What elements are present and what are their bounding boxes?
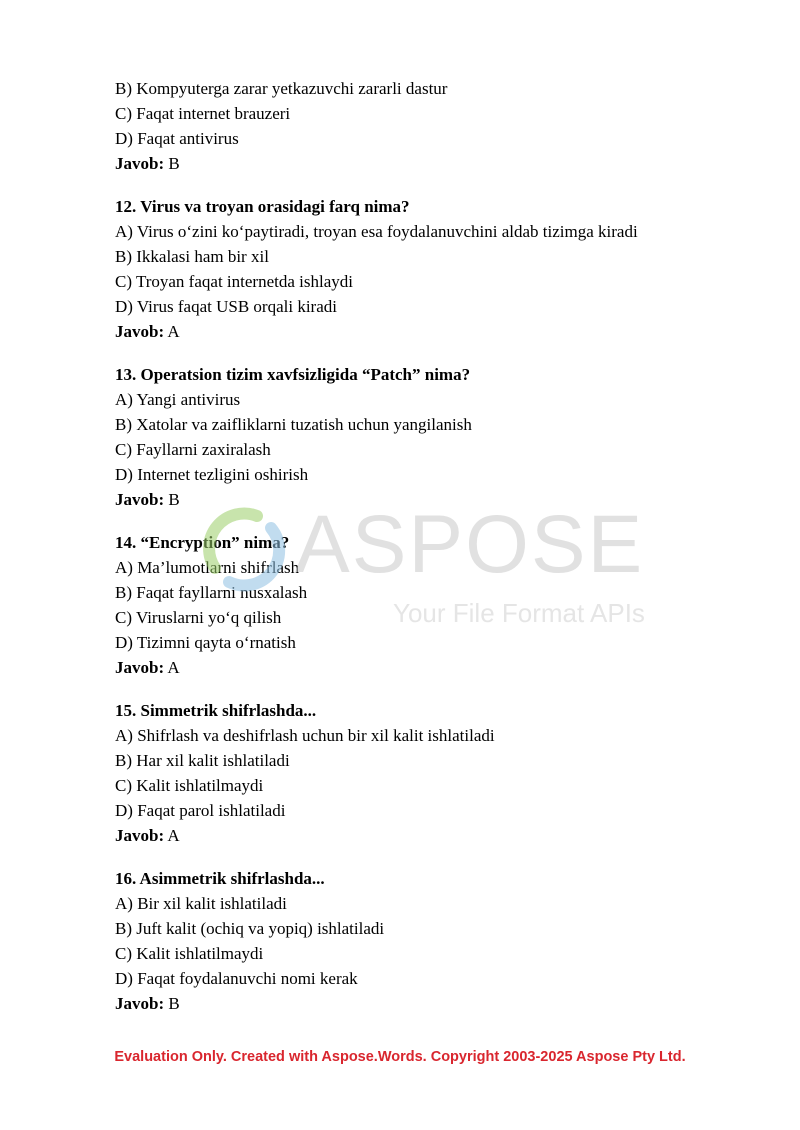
answer-value: B bbox=[164, 994, 180, 1013]
answer-value: A bbox=[164, 826, 180, 845]
option-b: B) Kompyuterga zarar yetkazuvchi zararli dastur bbox=[115, 79, 448, 98]
question-title: 16. Asimmetrik shifrlashda... bbox=[115, 869, 325, 888]
option-a: A) Yangi antivirus bbox=[115, 390, 241, 409]
option-d: D) Tizimni qayta o‘rnatish bbox=[115, 633, 296, 652]
answer-line bbox=[115, 991, 735, 1016]
option-a: A) Shifrlash va deshifrlash uchun bir xil kalit ishlatiladi bbox=[115, 726, 495, 745]
option-c: C) Viruslarni yo‘q qilish bbox=[115, 608, 282, 627]
option-d: D) Internet tezligini oshirish bbox=[115, 465, 309, 484]
watermark-brand: ASPOSE bbox=[295, 499, 645, 590]
answer-value: A bbox=[164, 658, 180, 677]
answer-label: Javob: bbox=[115, 154, 165, 173]
option-c: C) Troyan faqat internetda ishlaydi bbox=[115, 272, 353, 291]
question-13 bbox=[115, 362, 735, 512]
question-title: 12. Virus va troyan orasidagi farq nima? bbox=[115, 197, 410, 216]
option-b: B) Ikkalasi ham bir xil bbox=[115, 247, 269, 266]
option-b: B) Juft kalit (ochiq va yopiq) ishlatiladi bbox=[115, 919, 385, 938]
answer-label: Javob: bbox=[115, 322, 165, 341]
question-16 bbox=[115, 866, 735, 1016]
answer-line bbox=[115, 151, 735, 176]
option-a: A) Ma’lumotlarni shifrlash bbox=[115, 558, 300, 577]
continued-question bbox=[115, 76, 735, 176]
answer-label: Javob: bbox=[115, 658, 165, 677]
question-title: 13. Operatsion tizim xavfsizligida “Patch” nima? bbox=[115, 365, 471, 384]
answer-value: A bbox=[164, 322, 180, 341]
option-b: B) Har xil kalit ishlatiladi bbox=[115, 751, 290, 770]
answer-label: Javob: bbox=[115, 826, 165, 845]
evaluation-footer: Evaluation Only. Created with Aspose.Words. Copyright 2003-2025 Aspose Pty Ltd. bbox=[114, 1049, 686, 1065]
answer-value: B bbox=[164, 154, 180, 173]
option-c: C) Fayllarni zaxiralash bbox=[115, 440, 271, 459]
question-15 bbox=[115, 698, 735, 848]
answer-line bbox=[115, 655, 735, 680]
option-c: C) Faqat internet brauzeri bbox=[115, 104, 291, 123]
answer-line bbox=[115, 823, 735, 848]
question-title: 15. Simmetrik shifrlashda... bbox=[115, 701, 317, 720]
aspose-logo-icon bbox=[195, 498, 295, 598]
answer-line bbox=[115, 319, 735, 344]
aspose-watermark bbox=[195, 498, 675, 638]
answer-value: B bbox=[164, 490, 180, 509]
option-d: D) Virus faqat USB orqali kiradi bbox=[115, 297, 337, 316]
option-d: D) Faqat foydalanuvchi nomi kerak bbox=[115, 969, 358, 988]
option-d: D) Faqat antivirus bbox=[115, 129, 239, 148]
option-c: C) Kalit ishlatilmaydi bbox=[115, 776, 264, 795]
option-b: B) Faqat fayllarni nusxalash bbox=[115, 583, 308, 602]
option-b: B) Xatolar va zaifliklarni tuzatish uchun yangilanish bbox=[115, 415, 472, 434]
option-a: A) Virus o‘zini ko‘paytiradi, troyan esa foydalanuvchini aldab tizimga kiradi bbox=[115, 222, 638, 241]
option-d: D) Faqat parol ishlatiladi bbox=[115, 801, 286, 820]
question-title: 14. “Encryption” nima? bbox=[115, 533, 290, 552]
answer-label: Javob: bbox=[115, 490, 165, 509]
watermark-tagline: Your File Format APIs bbox=[393, 598, 645, 628]
question-12 bbox=[115, 194, 735, 344]
option-c: C) Kalit ishlatilmaydi bbox=[115, 944, 264, 963]
answer-label: Javob: bbox=[115, 994, 165, 1013]
option-a: A) Bir xil kalit ishlatiladi bbox=[115, 894, 287, 913]
